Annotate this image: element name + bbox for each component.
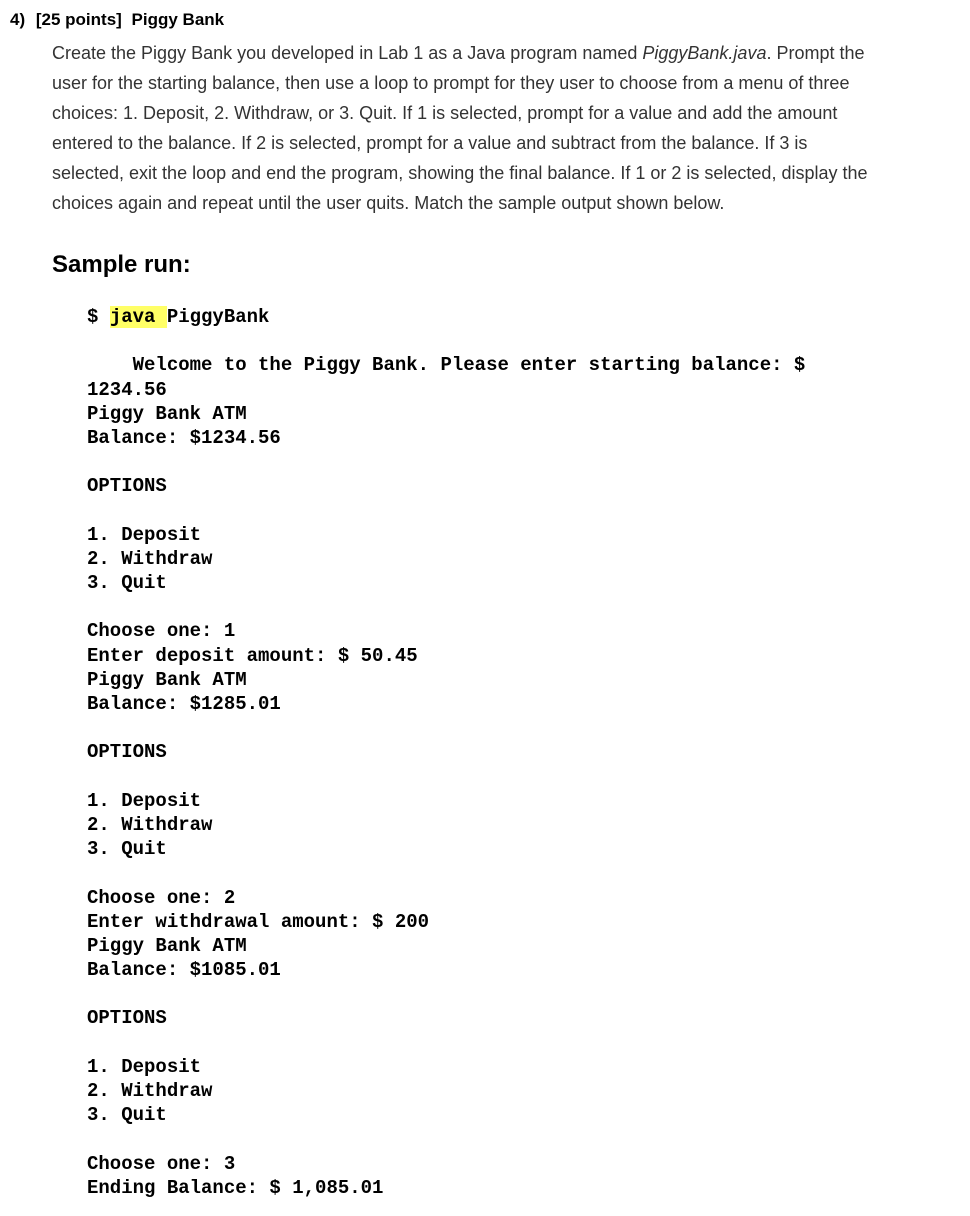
deposit-prompt: Enter deposit amount: $ 50.45 — [87, 644, 418, 667]
blank-line — [87, 329, 805, 353]
blank-line — [87, 1031, 805, 1055]
options-header: OPTIONS — [87, 475, 167, 498]
blank-line — [87, 861, 805, 885]
description-line-1 — [52, 38, 957, 68]
command-line — [87, 305, 805, 329]
balance-line: Balance: $1234.56 — [87, 426, 281, 449]
option-quit: 3. Quit — [87, 572, 167, 595]
sample-run-title: Sample run: — [52, 251, 191, 278]
choice-line: Choose one: 3 — [87, 1152, 236, 1175]
description-line-2: user for the starting balance, then use a loop to prompt for they user to choose from a menu of three — [52, 73, 850, 93]
bank-label: Piggy Bank ATM — [87, 934, 247, 957]
question-number: 4) — [10, 10, 26, 29]
options-header: OPTIONS — [87, 741, 167, 764]
bank-label: Piggy Bank ATM — [87, 668, 247, 691]
question-points: [25 points] — [35, 10, 122, 29]
class-name: PiggyBank — [166, 306, 270, 328]
choice-line: Choose one: 2 — [87, 886, 236, 909]
balance-line: Balance: $1285.01 — [87, 693, 281, 715]
description-line-5: selected, exit the loop and end the program, showing the final balance. If 1 or 2 is selected, display the — [52, 163, 868, 183]
sample-output — [87, 305, 805, 1200]
option-quit: 3. Quit — [87, 1104, 167, 1127]
description-line-4: entered to the balance. If 2 is selected, prompt for a value and subtract from the balance. If 3 is — [52, 133, 808, 153]
welcome-line: Welcome to the Piggy Bank. Please enter starting balance: $ — [87, 354, 806, 377]
option-deposit: 1. Deposit — [87, 789, 202, 812]
option-withdraw: 2. Withdraw — [87, 813, 213, 836]
description-line-6: choices again and repeat until the user quits. Match the sample output shown below. — [52, 193, 725, 213]
question-title: Piggy Bank — [131, 10, 225, 29]
balance-line: Balance: $1085.01 — [87, 959, 281, 982]
shell-prompt: $ — [87, 306, 110, 328]
blank-line — [87, 450, 805, 474]
option-withdraw: 2. Withdraw — [87, 547, 213, 570]
blank-line — [87, 499, 805, 523]
option-deposit: 1. Deposit — [87, 523, 202, 546]
java-command: java — [109, 306, 167, 328]
choice-line: Choose one: 1 — [87, 620, 236, 643]
description-line-3: choices: 1. Deposit, 2. Withdraw, or 3. Quit. If 1 is selected, prompt for a value and add the amount — [52, 103, 838, 123]
description-text: . Prompt the — [766, 43, 865, 63]
blank-line — [87, 716, 805, 740]
assignment-description — [52, 38, 957, 218]
description-text: Create the Piggy Bank you developed in Lab 1 as a Java program named — [52, 43, 643, 63]
blank-line — [87, 595, 805, 619]
bank-label: Piggy Bank ATM — [87, 402, 247, 425]
question-heading — [10, 10, 224, 30]
filename: PiggyBank.java — [642, 43, 767, 63]
option-quit: 3. Quit — [87, 838, 167, 861]
options-header: OPTIONS — [87, 1007, 167, 1030]
blank-line — [87, 982, 805, 1006]
ending-balance-line: Ending Balance: $ 1,085.01 — [87, 1176, 384, 1199]
blank-line — [87, 1127, 805, 1151]
blank-line — [87, 765, 805, 789]
option-deposit: 1. Deposit — [87, 1055, 202, 1078]
option-withdraw: 2. Withdraw — [87, 1080, 213, 1102]
withdraw-prompt: Enter withdrawal amount: $ 200 — [87, 910, 430, 933]
starting-balance-input: 1234.56 — [87, 378, 167, 401]
